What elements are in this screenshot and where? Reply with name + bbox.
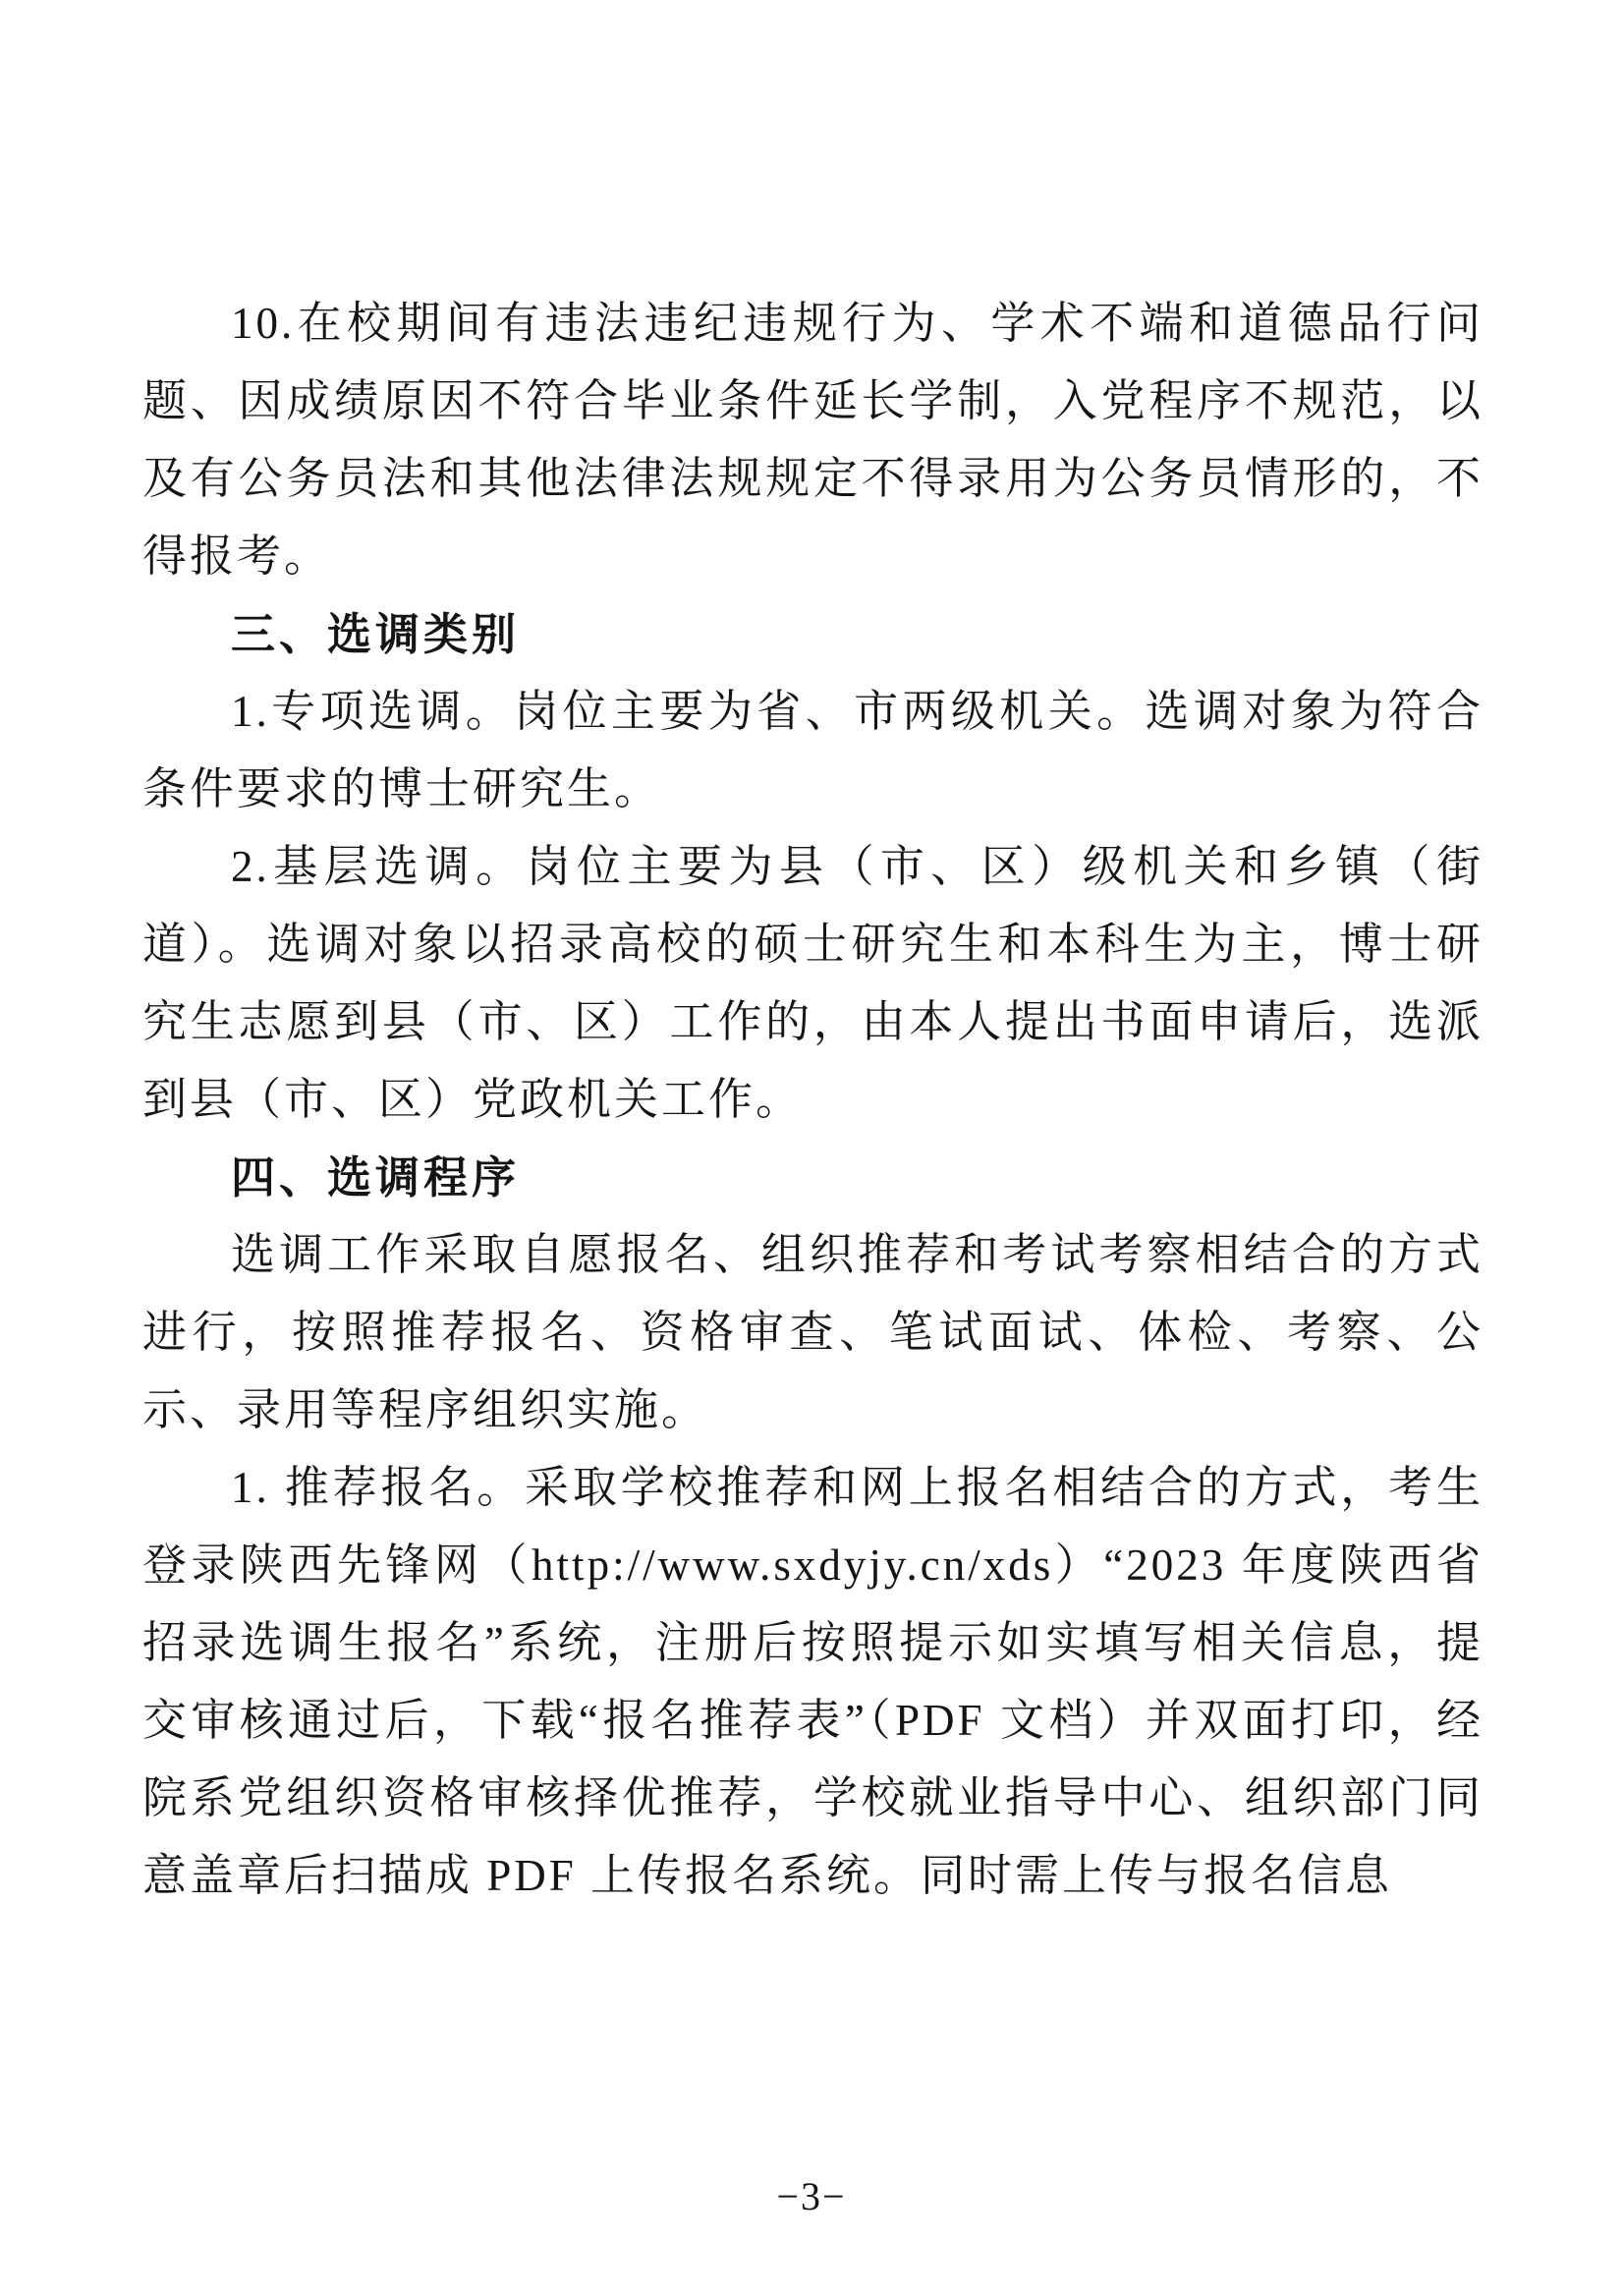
document-body (142, 285, 1483, 1915)
section-heading-selection-procedure: 四、选调程序 (231, 1152, 521, 1203)
paragraph-grassroots-selection: 2.基层选调。岗位主要为县（市、区）级机关和乡镇（街道）。选调对象以招录高校的硕士研究生和本科生为主，博士研究生志愿到县（市、区）工作的，由本人提出书面申请后，选派到县（市、区）党政机关工作。 (142, 842, 1483, 1124)
paragraph-eligibility-clause-10: 10.在校期间有违法违纪违规行为、学术不端和道德品行问题、因成绩原因不符合毕业条件延长学制，入党程序不规范，以及有公务员法和其他法律法规规定不得录用为公务员情形的，不得报考。 (142, 299, 1483, 581)
page-footer (0, 2173, 1623, 2220)
section-heading-selection-categories: 三、选调类别 (231, 609, 521, 659)
paragraph-procedure-overview: 选调工作采取自愿报名、组织推荐和考试考察相结合的方式进行，按照推荐报名、资格审查、笔试面试、体检、考察、公示、录用等程序组织实施。 (142, 1230, 1483, 1434)
paragraph-recommendation-registration: 1. 推荐报名。采取学校推荐和网上报名相结合的方式，考生登录陕西先锋网（http://www.sxdyjy.cn/xds）“2023 年度陕西省招录选调生报名”系统，注册后按照提示如实填写相关信息，提交审核通过后，下载“报名推荐表”（PDF 文档）并双面打印，经院系党组织资格审核择优推荐，学校就业指导中心、组织部门同意盖章后扫描成 PDF 上传报名系统。同时需上传与报名信息 (142, 1463, 1483, 1900)
page-number: −3− (776, 2174, 847, 2218)
paragraph-special-selection: 1.专项选调。岗位主要为省、市两级机关。选调对象为符合条件要求的博士研究生。 (142, 687, 1483, 813)
